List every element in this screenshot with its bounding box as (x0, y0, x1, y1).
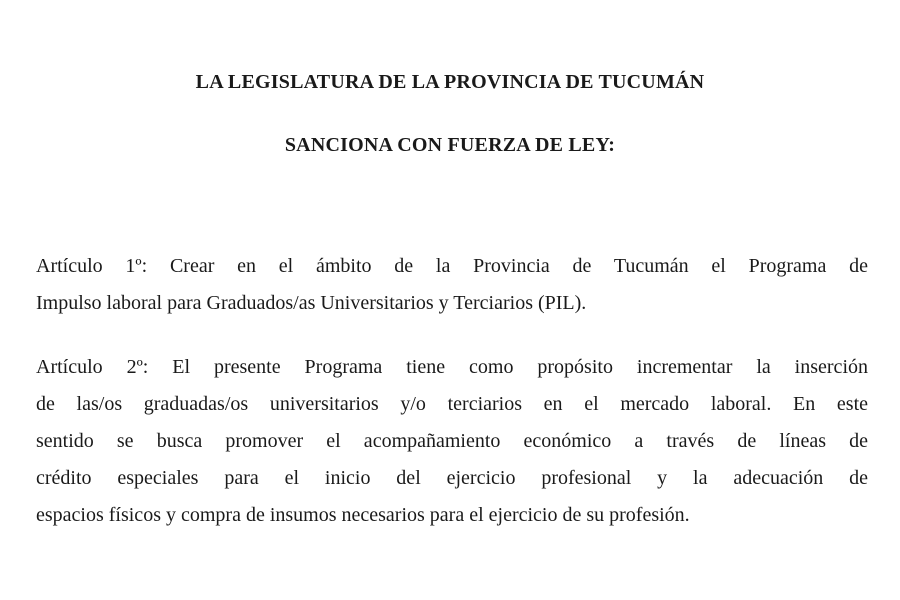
legislature-heading: LA LEGISLATURA DE LA PROVINCIA DE TUCUMÁN (195, 71, 705, 93)
enactment-heading: SANCIONA CON FUERZA DE LEY: (284, 134, 616, 156)
article-1-line: Artículo 1º: Crear en el ámbito de la Provincia de Tucumán el Programa de (36, 255, 868, 277)
article-1-line: Impulso laboral para Graduados/as Universitarios y Terciarios (PIL). (36, 292, 587, 314)
article-2-line: crédito especiales para el inicio del ejercicio profesional y la adecuación de (36, 467, 868, 489)
article-2-line: sentido se busca promover el acompañamiento económico a través de líneas de (36, 430, 868, 452)
article-2 (36, 349, 868, 534)
article-2-line: espacios físicos y compra de insumos necesarios para el ejercicio de su profesión. (36, 504, 690, 526)
article-1 (36, 248, 868, 322)
article-2-line: Artículo 2º: El presente Programa tiene como propósito incrementar la inserción (36, 356, 868, 378)
article-2-line: de las/os graduadas/os universitarios y/o terciarios en el mercado laboral. En este (36, 393, 868, 415)
